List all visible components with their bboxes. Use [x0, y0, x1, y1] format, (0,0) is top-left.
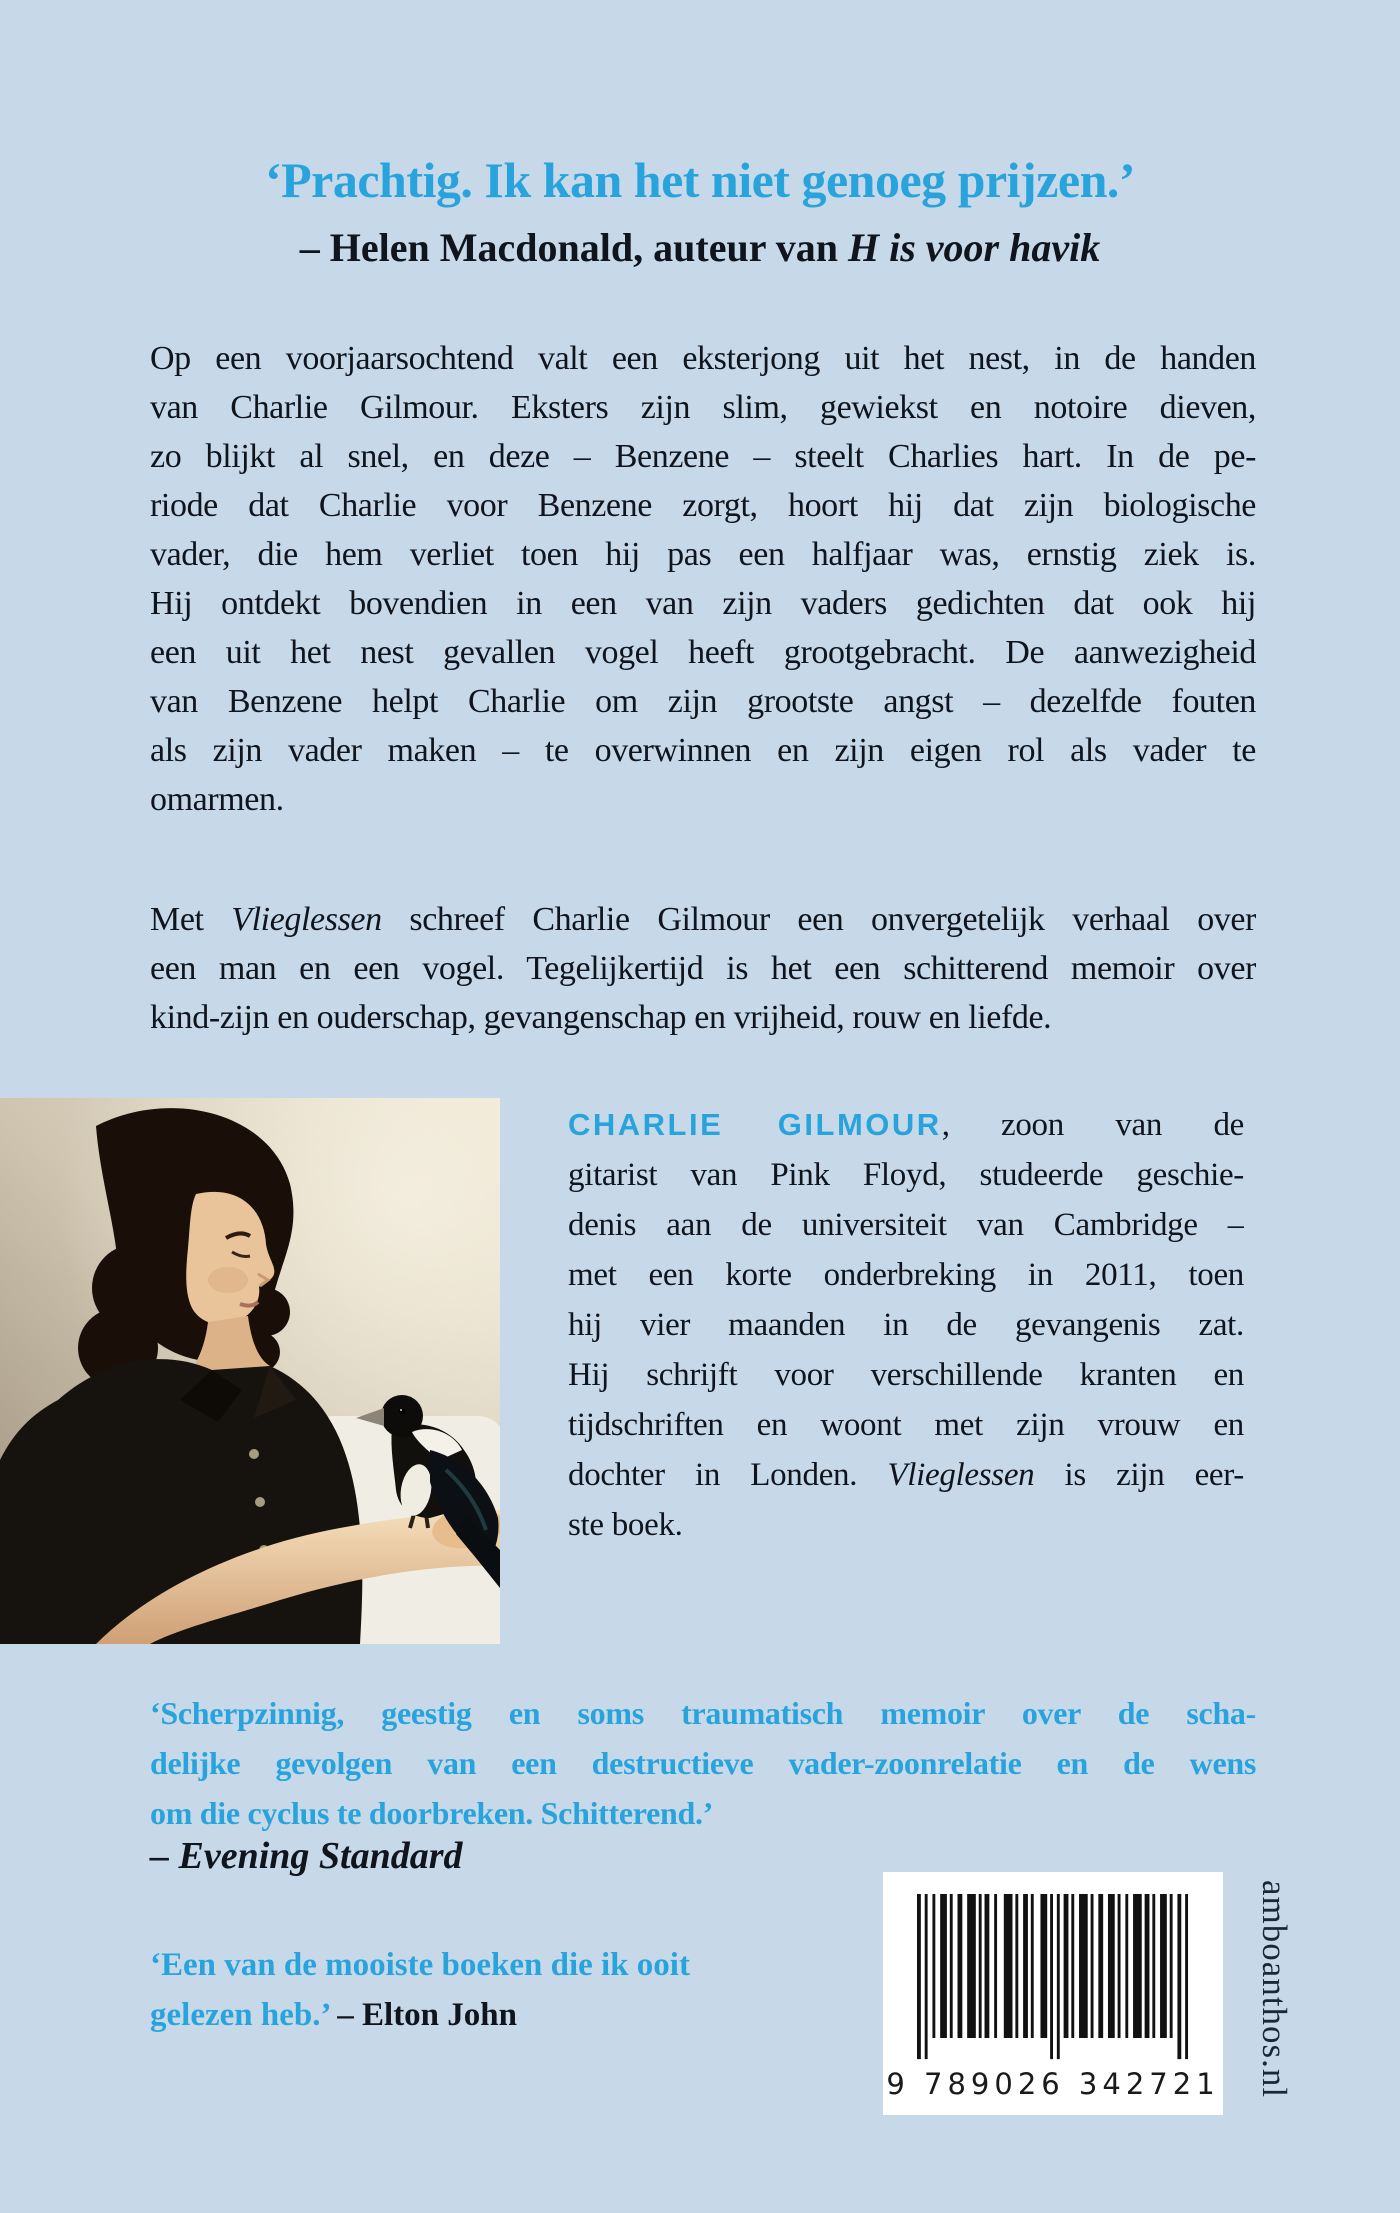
bio-line: gitarist van Pink Floyd, studeerde geschie- [568, 1157, 1244, 1193]
publisher-url-vertical: amboanthos.nl [1255, 1880, 1294, 2099]
synopsis-line: Met Vlieglessen schreef Charlie Gilmour een onvergetelijk verhaal over [150, 901, 1256, 938]
synopsis-line: Op een voorjaarsochtend valt een eksterjong uit het nest, in de handen [150, 340, 1256, 377]
bio-line: hij vier maanden in de gevangenis zat. [568, 1307, 1244, 1343]
author-photo-illustration [0, 1098, 500, 1644]
author-name: CHARLIE GILMOUR [568, 1107, 942, 1142]
barcode-number: 9 789026 342721 [886, 2067, 1220, 2101]
synopsis-line: vader, die hem verliet toen hij pas een halfjaar was, ernstig ziek is. [150, 536, 1256, 573]
synopsis-line: zo blijkt al snel, en deze – Benzene – steelt Charlies hart. In de pe- [150, 438, 1256, 475]
bio-line: met een korte onderbreking in 2011, toen [568, 1257, 1244, 1293]
bio-line-1-rest: , zoon van de [941, 1107, 1244, 1143]
synopsis-line: riode dat Charlie voor Benzene zorgt, hoort hij dat zijn biologische [150, 487, 1256, 524]
header-praise-attribution: – Helen Macdonald, auteur van H is voor havik [299, 225, 1101, 270]
review-evening-standard-attribution: – Evening Standard [150, 1835, 463, 1877]
review-line: om die cyclus te doorbreken. Schitterend.’ [150, 1795, 714, 1831]
synopsis-line: van Benzene helpt Charlie om zijn grootste angst – dezelfde fouten [150, 683, 1256, 720]
bio-lines [568, 1150, 1244, 1550]
synopsis-line: kind-zijn en ouderschap, gevangenschap en vrijheid, rouw en liefde. [150, 999, 1052, 1036]
barcode-bars [917, 1894, 1189, 2062]
review-line: delijke gevolgen van een destructieve vader-zoonrelatie en de wens [150, 1745, 1256, 1781]
review-line: ‘Scherpzinnig, geestig en soms traumatisch memoir over de scha- [150, 1695, 1256, 1731]
bio-line: tijdschriften en woont met zijn vrouw en [568, 1407, 1244, 1443]
author-photo [0, 1098, 500, 1644]
review-quote-end: gelezen heb.’ [150, 1997, 338, 2033]
review-line [150, 1990, 950, 2040]
bio-line: denis aan de universiteit van Cambridge – [568, 1207, 1244, 1243]
review-line: ‘Een van de mooiste boeken die ik ooit [150, 1947, 690, 1983]
synopsis-line: een man en een vogel. Tegelijkertijd is het een schitterend memoir over [150, 950, 1256, 987]
header-praise-quote: ‘Prachtig. Ik kan het niet genoeg prijzen.’ [264, 152, 1136, 208]
synopsis-line: van Charlie Gilmour. Eksters zijn slim, gewiekst en notoire dieven, [150, 389, 1256, 426]
bio-line: dochter in Londen. Vlieglessen is zijn eer- [568, 1457, 1244, 1493]
bio-line: Hij schrijft voor verschillende kranten en [568, 1357, 1244, 1393]
synopsis-line: als zijn vader maken – te overwinnen en zijn eigen rol als vader te [150, 732, 1256, 769]
review-evening-standard [150, 1688, 1256, 1838]
review-elton-john [150, 1940, 950, 2040]
bio-line-1 [568, 1100, 1244, 1150]
review-elton-john-attribution: – Elton John [337, 1997, 517, 2033]
author-bio [568, 1100, 1244, 1550]
synopsis-line: een uit het nest gevallen vogel heeft grootgebracht. De aanwezigheid [150, 634, 1256, 671]
isbn-barcode [883, 1872, 1223, 2115]
synopsis-line: Hij ontdekt bovendien in een van zijn vaders gedichten dat ook hij [150, 585, 1256, 622]
bio-line: ste boek. [568, 1507, 683, 1543]
synopsis-paragraph-1 [150, 334, 1256, 824]
synopsis-line: omarmen. [150, 781, 284, 818]
synopsis-paragraph-2 [150, 895, 1256, 1042]
